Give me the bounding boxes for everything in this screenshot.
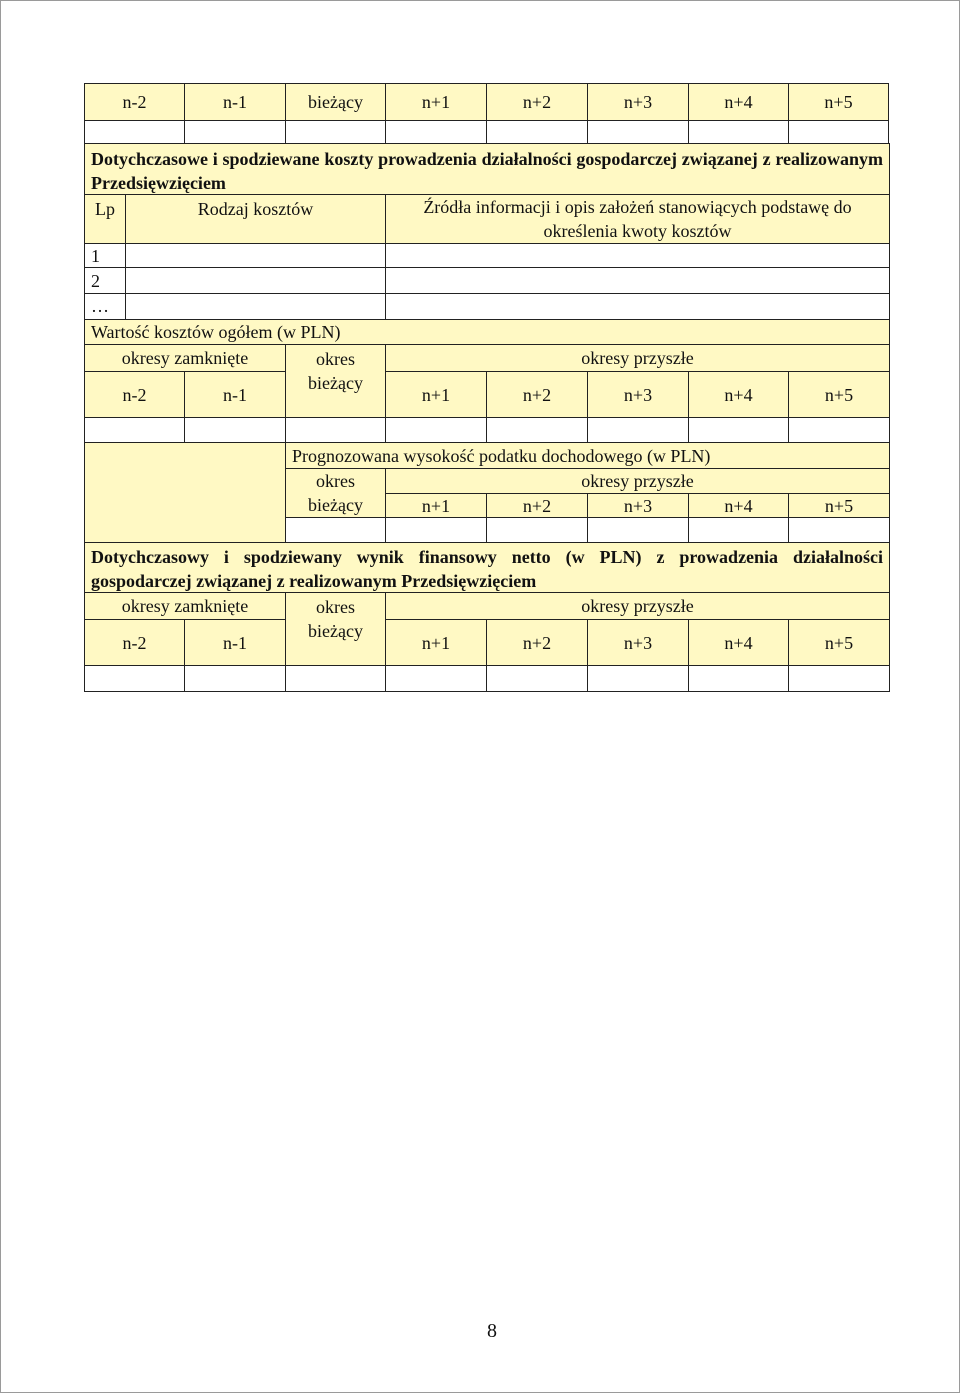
header-n+3: n+3 (587, 83, 689, 121)
value-cell[interactable] (385, 417, 487, 443)
header-n-1: n-1 (184, 371, 286, 418)
header-n+3: n+3 (587, 371, 689, 418)
tax-blank-cell (84, 442, 286, 543)
header-n+3: n+3 (587, 619, 689, 666)
future-periods: okresy przyszłe (385, 344, 890, 372)
tax-future-periods: okresy przyszłe (385, 468, 890, 494)
row-number: 1 (84, 243, 126, 268)
value-cell[interactable] (285, 120, 386, 144)
value-cell[interactable] (285, 665, 386, 692)
header-n+1: n+1 (385, 619, 487, 666)
costs-total-label: Wartość kosztów ogółem (w PLN) (84, 319, 890, 345)
current-period (285, 344, 386, 418)
result-current-period (285, 592, 386, 666)
value-cell[interactable] (587, 417, 689, 443)
value-cell[interactable] (688, 517, 789, 543)
header-n-2: n-2 (84, 371, 185, 418)
value-cell[interactable] (486, 417, 588, 443)
result-current-period-line2: bieżący (308, 621, 363, 641)
result-current-period-line1: okres (316, 597, 355, 617)
header-n+5: n+5 (788, 493, 890, 518)
value-cell[interactable] (84, 120, 185, 144)
source-cell[interactable] (385, 243, 890, 268)
value-cell[interactable] (385, 517, 487, 543)
tax-title: Prognozowana wysokość podatku dochodowego (w PLN) (285, 442, 890, 469)
current-period-line2: bieżący (308, 373, 363, 393)
value-cell[interactable] (486, 120, 588, 144)
value-cell[interactable] (184, 417, 286, 443)
value-cell[interactable] (84, 665, 185, 692)
header-n+5: n+5 (788, 371, 890, 418)
value-cell[interactable] (688, 120, 789, 144)
header-n+1: n+1 (385, 83, 487, 121)
col-cost-type: Rodzaj kosztów (125, 194, 386, 244)
header-n+5: n+5 (788, 619, 890, 666)
header-n+2: n+2 (486, 83, 588, 121)
header-n+4: n+4 (688, 493, 789, 518)
value-cell[interactable] (385, 665, 487, 692)
header-n-1: n-1 (184, 619, 286, 666)
cost-type-cell[interactable] (125, 293, 386, 320)
header-n+4: n+4 (688, 619, 789, 666)
value-cell[interactable] (486, 665, 588, 692)
col-lp: Lp (84, 194, 126, 244)
value-cell[interactable] (184, 120, 286, 144)
header-n-2: n-2 (84, 83, 185, 121)
header-n-1: n-1 (184, 83, 286, 121)
value-cell[interactable] (788, 665, 890, 692)
col-source: Źródła informacji i opis założeń stanowiących podstawę do określenia kwoty kosztów (385, 194, 890, 244)
header-n+1: n+1 (385, 371, 487, 418)
header-n+4: n+4 (688, 83, 789, 121)
header-n+2: n+2 (486, 493, 588, 518)
value-cell[interactable] (84, 417, 185, 443)
result-title: Dotychczasowy i spodziewany wynik finansowy netto (w PLN) z prowadzenia działalności gospodarczej związanej z realizowanym Przedsięwzięciem (84, 542, 890, 593)
page-number: 8 (487, 1320, 497, 1342)
value-cell[interactable] (688, 417, 789, 443)
value-cell[interactable] (587, 665, 689, 692)
result-closed-periods: okresy zamknięte (84, 592, 286, 620)
current-period-line1: okres (316, 349, 355, 369)
row-number: … (84, 293, 126, 320)
value-cell[interactable] (788, 417, 890, 443)
cost-type-cell[interactable] (125, 267, 386, 294)
header-n+1: n+1 (385, 493, 487, 518)
value-cell[interactable] (486, 517, 588, 543)
closed-periods: okresy zamknięte (84, 344, 286, 372)
tax-current-period-line1: okres (316, 471, 355, 491)
header-n-2: n-2 (84, 619, 185, 666)
source-cell[interactable] (385, 267, 890, 294)
value-cell[interactable] (587, 120, 689, 144)
value-cell[interactable] (385, 120, 487, 144)
value-cell[interactable] (285, 417, 386, 443)
value-cell[interactable] (285, 517, 386, 543)
value-cell[interactable] (587, 517, 689, 543)
header-n+2: n+2 (486, 371, 588, 418)
tax-current-period (285, 468, 386, 518)
header-current: bieżący (285, 83, 386, 121)
value-cell[interactable] (788, 120, 889, 144)
value-cell[interactable] (184, 665, 286, 692)
header-n+5: n+5 (788, 83, 889, 121)
header-n+4: n+4 (688, 371, 789, 418)
value-cell[interactable] (688, 665, 789, 692)
value-cell[interactable] (788, 517, 890, 543)
costs-title: Dotychczasowe i spodziewane koszty prowadzenia działalności gospodarczej związanej z realizowanym Przedsięwzięciem (84, 143, 890, 195)
header-n+2: n+2 (486, 619, 588, 666)
result-future-periods: okresy przyszłe (385, 592, 890, 620)
header-n+3: n+3 (587, 493, 689, 518)
tax-current-period-line2: bieżący (308, 495, 363, 515)
source-cell[interactable] (385, 293, 890, 320)
row-number: 2 (84, 267, 126, 294)
cost-type-cell[interactable] (125, 243, 386, 268)
